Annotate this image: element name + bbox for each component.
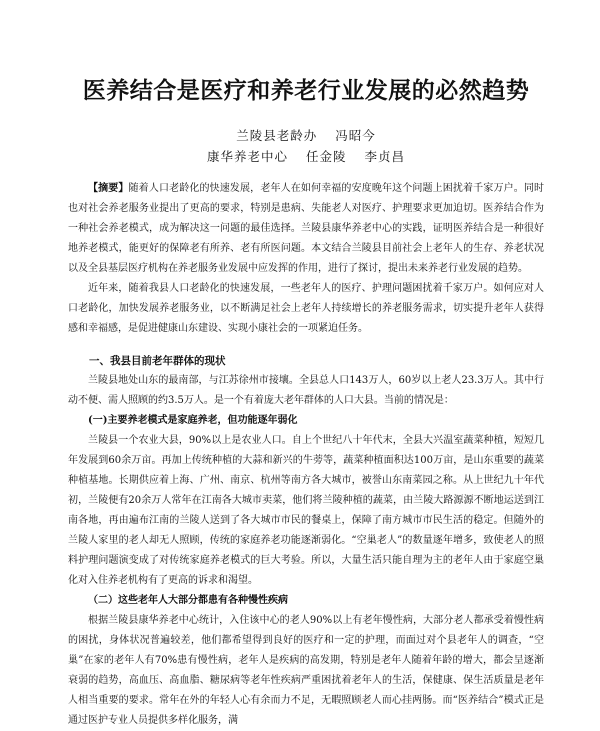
- abstract: [68, 179, 544, 279]
- author-name-3: 李贞昌: [364, 149, 406, 164]
- author-affiliation-1: 兰陵县老龄办: [236, 128, 318, 143]
- section-1-heading: 一、我县目前老年群体的现状: [89, 355, 226, 367]
- intro-paragraph: 近年来，随着我县人口老龄化的快速发展，一些老年人的医疗、护理问题困扰着千家万户。如何应对人口老龄化，加快发展养老服务业，以不断满足社会上老年人持续增长的养老服务需求，切实提升老年人获得感和幸福感，是促进健康山东建设、实现小康社会的一项紧迫任务。: [68, 283, 544, 334]
- paper-title: 医养结合是医疗和养老行业发展的必然趋势: [82, 77, 530, 104]
- section-1-paragraph: 兰陵县地处山东的最南部，与江苏徐州市接壤。全县总人口143万人，60岁以上老人23.3万人。其中行动不便、需人照顾的约3.5万人。是一个有着庞大老年群体的人口大县。当前的情况是：: [68, 375, 544, 406]
- author-block: [68, 125, 544, 167]
- author-line-1: [68, 125, 544, 146]
- subsection-1-heading: (一)主要养老模式是家庭养老，但功能逐年弱化: [88, 415, 298, 426]
- author-affiliation-2: 康华养老中心: [206, 149, 288, 164]
- subsection-1-paragraph: 兰陵县一个农业大县，90%以上是农业人口。自上个世纪八十年代末，全县大兴温室蔬菜种植，短短几年发展到60余万亩。再加上传统种植的大蒜和新兴的牛蒡等，蔬菜种植面积达100万亩，是山东重要的蔬菜种植基地。长期供应着上海、广州、南京、杭州等南方各大城市，被誉山东南菜园之称。从上世纪九十年代初，兰陵便有20余万人常年在江南各大城市卖菜，他们将兰陵种植的蔬菜，由兰陵大路源源不断地运送到江南各地，再由遍布江南的兰陵人送到了各大城市市民的餐桌上，保障了南方城市市民生活的稳定。但随外的兰陵人家里的老人却无人照顾，传统的家庭养老功能逐渐弱化。“空巢老人”的数量逐年增多，致使老人的照料护理问题演变成了对传统家庭养老模式的巨大考验。所以，大量生活只能自理为主的老年人由于家庭空巢化对入住养老机构有了更高的诉求和渴望。: [68, 435, 544, 586]
- subsection-2-paragraph: 根据兰陵县康华养老中心统计，入住该中心的老人90%以上有老年慢性病，大部分老人都承受着慢性病的困扰，身体状况普遍较差，他们都希望得到良好的医疗和一定的护理，而面过对个县老年人的调查，“空巢”在家的老年人有70%患有慢性病，老年人是疾病的高发期，特别是老年人随着年龄的增大，都会呈逐渐衰弱的趋势，高血压、高血脂、糖尿病等老年性疾病严重困扰着老年人的生活，保健康、保生活质量是老年人相当重要的要求。常年在外的年轻人心有余而力不足，无暇照顾老人而心挂两肠。而“医养结合”模式正是通过医护专业人员提供多样化服务，满: [68, 615, 544, 726]
- abstract-text: 随着人口老龄化的快速发展，老年人在如何幸福的安度晚年这个问题上困扰着千家万户。同时也对社会养老服务业提出了更高的要求，特别是患病、失能老人对医疗、护理要求更加迫切。医养结合作为一种社会养老模式，成为解决这一问题的最佳选择。兰陵县康华养老中心的实践，证明医养结合是一种很好地养老模式，能更好的保障老有所养、老有所医问题。本文结合兰陵县目前社会上老年人的生存、养老状况以及全县基层医疗机构在养老服务业发展中应发挥的作用，进行了探讨，提出未来养老行业发展的趋势。: [68, 183, 545, 274]
- abstract-tag: 【摘要】: [88, 183, 129, 194]
- author-line-2: [68, 146, 544, 167]
- subsection-2-heading: （二）这些老年人大部分都患有各种慢性疾病: [88, 595, 288, 606]
- author-name-1: 冯昭今: [335, 128, 376, 143]
- author-name-2: 任金陵: [305, 149, 347, 164]
